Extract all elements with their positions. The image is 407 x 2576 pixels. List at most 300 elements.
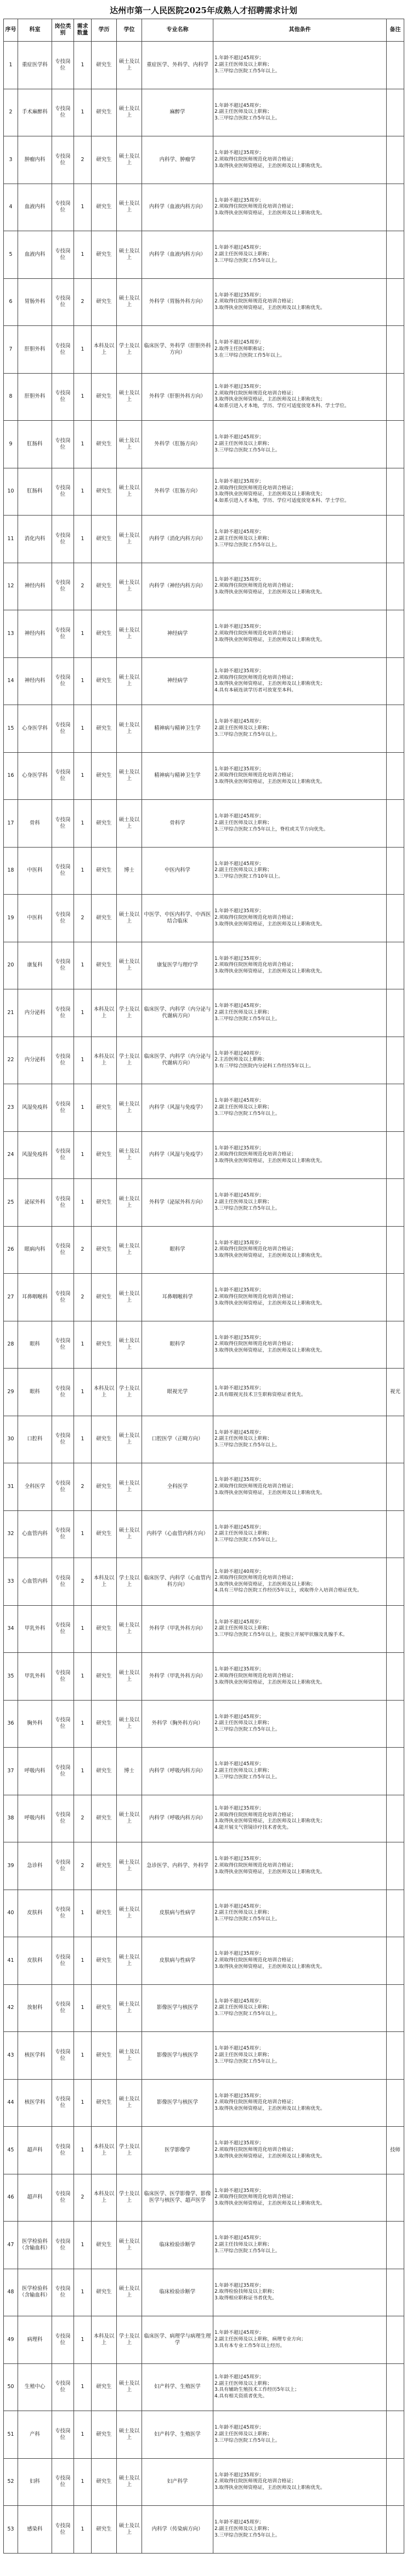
note-cell [387,1274,404,1321]
requirement-line: 3.取得执业医师资格证，主治医师及以上职称优先； [214,397,325,403]
table-row [4,1463,404,1511]
post-type-cell: 专技岗位 [52,1463,74,1511]
requirements-cell [213,2127,387,2174]
education-cell: 本科及以上 [92,2127,117,2174]
requirement-line: 2.须取得住院医师规范化培训合格证； [214,156,297,162]
table-row [4,752,404,800]
requirement-line: 1.年龄不超过45周岁； [214,861,264,867]
degree-cell: 学士及以上 [117,2127,142,2174]
requirements-cell [213,326,387,374]
department-cell: 心血管内科 [18,1510,52,1558]
major-cell: 医学影像学 [142,2127,213,2174]
count-cell: 1 [74,1037,92,1084]
department-cell: 风湿免疫科 [18,1084,52,1132]
department-cell: 泌尿外科 [18,1179,52,1227]
major-cell: 临床医学、内科学（内分泌与代谢病方向） [142,989,213,1037]
education-cell: 研究生 [92,657,117,705]
count-cell: 1 [74,1890,92,1937]
major-cell: 临床医学、外科学（肝胆外科方向） [142,326,213,374]
requirement-line: 2.须取得住院医师规范化培训合格证； [214,583,297,589]
requirement-line: 2.副主任医师及以上职称； [214,440,273,446]
count-cell: 1 [74,326,92,374]
note-cell [387,1984,404,2032]
requirement-line: 1.年龄不超过35周岁； [214,2140,264,2146]
row-number: 21 [4,989,18,1037]
requirement-line: 3.取得执业医师资格证，主治医师及以上职称优先。 [214,2106,325,2112]
requirement-line: 3.取得执业医师资格证，主治医师及以上职称优先； [214,491,325,497]
requirement-line: 3.取得执业医师资格证，主治医师及以上职称优先； [214,1818,325,1824]
degree-cell: 硕士及以上 [117,1937,142,1985]
requirement-line: 3.三甲综合医院工作5年以上。 [214,68,280,74]
education-cell: 研究生 [92,373,117,421]
degree-cell: 硕士及以上 [117,1084,142,1132]
requirements-cell [213,657,387,705]
count-cell: 2 [74,2174,92,2222]
degree-cell: 学士及以上 [117,2316,142,2364]
education-cell: 研究生 [92,942,117,989]
count-cell: 1 [74,89,92,136]
degree-cell: 硕士及以上 [117,184,142,231]
row-number: 7 [4,326,18,374]
post-type-cell: 专技岗位 [52,657,74,705]
table-row [4,1084,404,1132]
note-cell [387,1179,404,1227]
row-number: 49 [4,2316,18,2364]
requirements-cell [213,1321,387,1369]
post-type-cell: 专技岗位 [52,2316,74,2364]
degree-cell: 硕士及以上 [117,1890,142,1937]
department-cell: 肛肠科 [18,421,52,468]
education-cell: 本科及以上 [92,1037,117,1084]
row-number: 47 [4,2222,18,2269]
education-cell: 研究生 [92,2506,117,2554]
table-row [4,1416,404,1463]
row-number: 19 [4,895,18,942]
requirements-cell [213,421,387,468]
education-cell: 研究生 [92,1842,117,1890]
requirement-line: 3.取得执业医师资格证，主治医师及以上职称优先。 [214,1158,325,1164]
education-cell: 研究生 [92,1131,117,1179]
requirement-line: 2.副主任医师及以上职称； [214,535,273,541]
note-cell [387,516,404,563]
table-row [4,895,404,942]
post-type-cell: 专技岗位 [52,895,74,942]
degree-cell: 硕士及以上 [117,1179,142,1227]
requirement-line: 2.须取得住院医师规范化培训合格证； [214,1341,297,1347]
department-cell: 神经内科 [18,563,52,610]
recruitment-table [3,19,404,2554]
table-row [4,1937,404,1985]
major-cell: 临床检验诊断学 [142,2269,213,2316]
requirements-cell [213,516,387,563]
education-cell: 研究生 [92,1700,117,1748]
requirement-line: 3.取得执业医师资格证，主治医师及以上职称优先。 [214,969,325,975]
post-type-cell: 专技岗位 [52,1842,74,1890]
header-major: 专业名称 [142,19,213,42]
major-cell: 内科学、肿瘤学 [142,136,213,184]
table-row [4,89,404,136]
post-type-cell: 专技岗位 [52,563,74,610]
post-type-cell: 专技岗位 [52,1369,74,1416]
requirement-line: 2.副主任医师及以上职称； [214,1009,273,1015]
requirements-cell [213,89,387,136]
requirement-line: 3.取得执业医师资格证，主治医师及以上职称优先。 [214,1253,325,1259]
major-cell: 内科学（心血管内科方向） [142,1510,213,1558]
requirements-cell [213,468,387,516]
requirement-line: 2.须取得住院医师规范化培训合格证； [214,2194,297,2200]
requirements-cell [213,278,387,326]
row-number: 29 [4,1369,18,1416]
requirement-line: 3.取得执业医师资格证，主治医师及以上职称优先。 [214,1490,325,1496]
department-cell: 胃肠外科 [18,278,52,326]
table-header-row [4,19,404,42]
requirement-line: 1.年龄不超过45周岁； [214,1998,264,2004]
major-cell: 妇产科学 [142,2458,213,2506]
requirement-line: 2.取得检验技师及以上职称； [214,2289,277,2295]
requirement-line: 2.须取得住院医师规范化培训合格证； [214,204,297,210]
row-number: 26 [4,1226,18,1274]
requirement-line: 1.年龄不超过35周岁； [214,1287,264,1293]
count-cell: 1 [74,2127,92,2174]
department-cell: 核医学科 [18,2079,52,2127]
post-type-cell: 专技岗位 [52,2363,74,2411]
row-number: 18 [4,847,18,895]
requirements-cell [213,1605,387,1653]
requirement-line: 3.取得执业医师资格证，主治医师及以上职称优先。 [214,637,325,643]
table-row [4,989,404,1037]
education-cell: 研究生 [92,1653,117,1701]
major-cell: 眼视光学 [142,1369,213,1416]
row-number: 45 [4,2127,18,2174]
count-cell: 1 [74,1510,92,1558]
note-cell [387,1463,404,1511]
count-cell: 1 [74,989,92,1037]
table-row [4,1700,404,1748]
requirement-line: 1.年龄不超过35周岁； [214,766,264,772]
requirements-cell [213,373,387,421]
department-cell: 胸外科 [18,1700,52,1748]
note-cell [387,1226,404,1274]
degree-cell: 硕士及以上 [117,1416,142,1463]
post-type-cell: 专技岗位 [52,1416,74,1463]
requirement-line: 1.年龄不超过45周岁； [214,2330,264,2336]
requirement-line: 3.有三甲综合医院内分泌科工作经历5年以上。 [214,1063,314,1069]
row-number: 17 [4,800,18,848]
department-cell: 血液内科 [18,231,52,279]
count-cell: 1 [74,1084,92,1132]
degree-cell: 硕士及以上 [117,1842,142,1890]
requirement-line: 3.三甲综合医院工作5年以上。 [214,2058,280,2064]
major-cell: 内科学（神经内科方向） [142,563,213,610]
count-cell: 1 [74,1321,92,1369]
post-type-cell: 专技岗位 [52,2174,74,2222]
major-cell: 妇产科学、生殖医学 [142,2363,213,2411]
note-cell [387,610,404,658]
major-cell: 临床检验诊断学 [142,2222,213,2269]
requirements-cell [213,1179,387,1227]
requirements-cell [213,2316,387,2364]
post-type-cell: 专技岗位 [52,942,74,989]
requirements-cell [213,800,387,848]
degree-cell: 硕士及以上 [117,2269,142,2316]
requirement-line: 1.年龄不超过45周岁； [214,340,264,346]
major-cell: 皮肤病与性病学 [142,1937,213,1985]
table-row [4,1984,404,2032]
row-number: 28 [4,1321,18,1369]
department-cell: 耳鼻咽喉科 [18,1274,52,1321]
post-type-cell: 专技岗位 [52,2506,74,2554]
major-cell: 影像医学与核医学 [142,2079,213,2127]
row-number: 22 [4,1037,18,1084]
requirement-line: 3.三甲综合医院工作5年以上。 [214,2532,280,2538]
table-row [4,2079,404,2127]
requirement-line: 2.副主任医师及以上职称； [214,2005,273,2011]
requirement-line: 2.须取得住院医师规范化培训合格证； [214,1293,297,1300]
header-post-type: 岗位类别 [52,19,74,42]
count-cell: 1 [74,1131,92,1179]
education-cell: 研究生 [92,1748,117,1795]
department-cell: 康复科 [18,942,52,989]
row-number: 44 [4,2079,18,2127]
table-row [4,2222,404,2269]
note-cell [387,373,404,421]
requirement-line: 2.副主任医师及以上职称； [214,725,273,731]
major-cell: 精神病与精神卫生学 [142,705,213,753]
requirements-cell [213,2222,387,2269]
post-type-cell: 专技岗位 [52,1795,74,1842]
requirement-line: 2.副主任医师及以上职称； [214,1199,273,1205]
major-cell: 内科学（呼吸内科方向） [142,1748,213,1795]
department-cell: 风湿免疫科 [18,1131,52,1179]
table-row [4,421,404,468]
degree-cell: 硕士及以上 [117,136,142,184]
requirement-line: 2.须取得住院医师规范化培训合格证； [214,1812,297,1818]
table-row [4,1226,404,1274]
table-row [4,1274,404,1321]
education-cell: 研究生 [92,184,117,231]
note-cell [387,895,404,942]
row-number: 37 [4,1748,18,1795]
count-cell: 1 [74,800,92,848]
count-cell: 1 [74,2411,92,2459]
department-cell: 医学检验科（含输血科） [18,2269,52,2316]
note-cell [387,1795,404,1842]
requirements-cell [213,1463,387,1511]
table-row [4,1558,404,1606]
note-cell [387,2079,404,2127]
education-cell: 研究生 [92,2458,117,2506]
count-cell: 1 [74,2458,92,2506]
major-cell: 全科医学 [142,1463,213,1511]
header-no: 序号 [4,19,18,42]
degree-cell: 硕士及以上 [117,1463,142,1511]
requirements-cell [213,1937,387,1985]
department-cell: 产科 [18,2411,52,2459]
department-cell: 皮肤科 [18,1890,52,1937]
row-number: 3 [4,136,18,184]
requirement-line: 3.取得执业医师资格证，主治医师及以上职称优先。 [214,589,325,596]
note-cell [387,1653,404,1701]
count-cell: 1 [74,2222,92,2269]
count-cell: 1 [74,1984,92,2032]
degree-cell: 硕士及以上 [117,705,142,753]
degree-cell: 硕士及以上 [117,1605,142,1653]
requirements-cell [213,1369,387,1416]
row-number: 39 [4,1842,18,1890]
table-row [4,1179,404,1227]
row-number: 50 [4,2363,18,2411]
requirement-line: 1.年龄不超过45周岁； [214,2046,264,2052]
requirement-line: 3.取得执业医师资格证，主治医师及以上职称优先； [214,681,325,687]
count-cell: 2 [74,563,92,610]
note-cell [387,1416,404,1463]
requirement-line: 3.三甲综合医院工作10年以上。 [214,874,284,880]
requirements-cell [213,1700,387,1748]
requirement-line: 1.年龄不超过35周岁； [214,1145,264,1151]
requirements-cell [213,1416,387,1463]
count-cell: 1 [74,2316,92,2364]
count-cell: 1 [74,705,92,753]
requirement-line: 3.三甲综合医院工作5年以上。 [214,1537,280,1543]
requirement-line: 1.年龄不超过35周岁； [214,2472,264,2478]
requirement-line: 1.年龄不超过35周岁； [214,955,264,961]
requirement-line: 1.年龄不超过45周岁； [214,814,264,820]
note-cell [387,1037,404,1084]
row-number: 8 [4,373,18,421]
department-cell: 血液内科 [18,184,52,231]
requirement-line: 2.须取得住院医师规范化培训合格证； [214,914,297,920]
count-cell: 1 [74,847,92,895]
table-row [4,705,404,753]
requirement-line: 3.取得执业医师资格证，主治医师及以上职称； [214,1581,316,1587]
department-cell: 皮肤科 [18,1937,52,1985]
department-cell: 肝胆外科 [18,326,52,374]
requirement-line: 1.年龄不超过45周岁； [214,1761,264,1767]
post-type-cell: 专技岗位 [52,2079,74,2127]
education-cell: 研究生 [92,42,117,89]
department-cell: 医学检验科（含输血科） [18,2222,52,2269]
row-number: 13 [4,610,18,658]
count-cell: 1 [74,610,92,658]
education-cell: 研究生 [92,2079,117,2127]
requirement-line: 3.取得执业医师资格证，主治医师及以上职称优先。 [214,1869,325,1875]
requirement-line: 1.年龄不超过40周岁； [214,1050,264,1056]
degree-cell: 硕士及以上 [117,2506,142,2554]
requirement-line: 2.副主任医师及以上职称； [214,1531,273,1537]
requirement-line: 2.须取得住院医师规范化培训合格证； [214,2478,297,2485]
requirement-line: 3.取得执业医师资格证，主治医师及以上职称优先。 [214,2153,325,2159]
department-cell: 肿瘤内科 [18,136,52,184]
education-cell: 研究生 [92,610,117,658]
education-cell: 研究生 [92,2363,117,2411]
post-type-cell: 专技岗位 [52,184,74,231]
requirement-line: 1.年龄不超过45周岁； [214,1714,264,1720]
count-cell: 1 [74,752,92,800]
count-cell: 1 [74,516,92,563]
requirement-line: 1.年龄不超过35周岁； [214,197,264,203]
department-cell: 眼科 [18,1369,52,1416]
post-type-cell: 专技岗位 [52,1605,74,1653]
row-number: 20 [4,942,18,989]
degree-cell: 学士及以上 [117,1369,142,1416]
requirement-line: 2.副主任医师及以上职称； [214,867,273,873]
row-number: 32 [4,1510,18,1558]
requirement-line: 3.取得执业医师资格证，主治医师及以上职称优先。 [214,163,325,169]
note-cell [387,326,404,374]
note-cell [387,563,404,610]
requirement-line: 1.年龄不超过35周岁； [214,2093,264,2099]
table-row [4,42,404,89]
degree-cell: 硕士及以上 [117,516,142,563]
requirement-line: 1.年龄不超过35周岁； [214,576,264,582]
table-row [4,278,404,326]
department-cell: 核医学科 [18,2032,52,2080]
requirements-cell [213,2269,387,2316]
degree-cell: 硕士及以上 [117,2458,142,2506]
requirements-cell [213,42,387,89]
requirements-cell [213,610,387,658]
header-degree: 学位 [117,19,142,42]
note-cell [387,752,404,800]
table-row [4,1510,404,1558]
requirement-line: 2.须取得住院医师规范化培训合格证； [214,630,297,636]
requirement-line: 1.年龄不超过35周岁； [214,1240,264,1246]
table-row [4,2411,404,2459]
requirement-line: 3.三甲综合医院工作5年以上。 [214,1727,280,1733]
count-cell: 1 [74,421,92,468]
row-number: 34 [4,1605,18,1653]
row-number: 46 [4,2174,18,2222]
requirement-line: 1.年龄不超过45周岁； [214,529,264,535]
requirements-cell [213,2411,387,2459]
major-cell: 外科学（肝胆外科方向） [142,373,213,421]
row-number: 35 [4,1653,18,1701]
requirements-cell [213,1748,387,1795]
department-cell: 呼吸内科 [18,1748,52,1795]
requirement-line: 2.须取得住院医师规范化培训合格证； [214,1957,297,1963]
count-cell: 1 [74,2032,92,2080]
department-cell: 妇科 [18,2458,52,2506]
note-cell [387,705,404,753]
row-number: 53 [4,2506,18,2554]
requirement-line: 2.须取得住院医师规范化培训合格证； [214,2099,297,2105]
post-type-cell: 专技岗位 [52,326,74,374]
requirement-line: 1.年龄不超过45周岁； [214,1619,264,1625]
requirement-line: 1.年龄不超过45周岁； [214,1193,264,1199]
education-cell: 本科及以上 [92,2316,117,2364]
major-cell: 中医内科学 [142,847,213,895]
requirement-line: 2.副主任技师及以上职称； [214,2241,273,2247]
major-cell: 内科学（消化内科方向） [142,516,213,563]
requirement-line: 1.年龄不超过35周岁； [214,1667,264,1673]
requirement-line: 2.须取得住院医师规范化培训合格证； [214,1862,297,1868]
requirement-line: 3.取得执业医师资格证，主治医师及以上职称优先。 [214,210,325,216]
department-cell: 内分泌科 [18,989,52,1037]
requirement-line: 3.取得执业医师资格证，主治医师及以上职称优先。 [214,921,325,927]
requirement-line: 3.三甲综合医院工作5年以上。 [214,1442,280,1449]
note-cell [387,1700,404,1748]
degree-cell: 学士及以上 [117,989,142,1037]
requirement-line: 3.三甲综合医院工作5年以上。 [214,1110,280,1117]
education-cell: 本科及以上 [92,1558,117,1606]
degree-cell: 硕士及以上 [117,657,142,705]
count-cell: 2 [74,136,92,184]
note-cell [387,657,404,705]
requirements-cell [213,1558,387,1606]
requirement-line: 2.须取得住院医师规范化培训合格证； [214,1673,297,1679]
post-type-cell: 专技岗位 [52,278,74,326]
requirement-line: 1.年龄不超过35周岁； [214,1386,264,1392]
